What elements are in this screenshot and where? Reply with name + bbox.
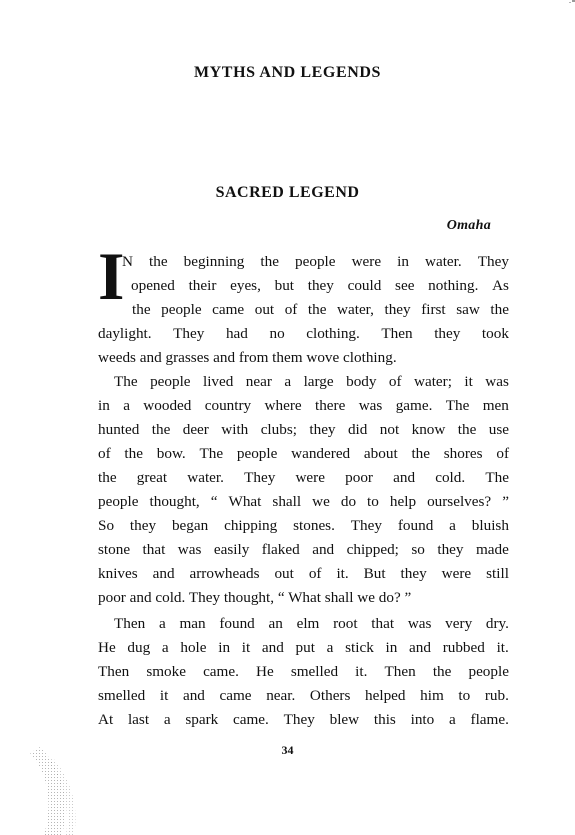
word: rub. (484, 687, 509, 704)
word: But (363, 565, 386, 582)
word: body (346, 373, 377, 390)
word: water; (414, 373, 452, 390)
word: people (295, 253, 336, 270)
word: blew (329, 711, 360, 728)
word: helped (365, 687, 406, 704)
word: in (218, 639, 231, 656)
word: What (228, 493, 262, 510)
word: in (385, 639, 398, 656)
word: As (492, 277, 509, 294)
word: people (468, 663, 509, 680)
word: arrowheads (189, 565, 260, 582)
word: great (136, 469, 168, 486)
word: was (485, 373, 509, 390)
word: do (340, 493, 357, 510)
word: people (236, 445, 278, 462)
word: so (411, 541, 425, 558)
word: poor (345, 469, 373, 486)
word: took (481, 325, 509, 342)
word: The (485, 469, 509, 486)
word: very (445, 615, 473, 632)
word: they (384, 301, 411, 318)
word: came (212, 301, 245, 318)
word: still (486, 565, 509, 582)
word: shall (272, 493, 302, 510)
word: dug (127, 639, 151, 656)
word: the (260, 253, 279, 270)
word: country (204, 397, 252, 414)
word: a (123, 397, 130, 414)
word: people (161, 301, 202, 318)
word: opened (131, 277, 175, 294)
word: that (371, 615, 395, 632)
word: no (269, 325, 285, 342)
drop-cap: I (98, 238, 125, 314)
word: saw (456, 301, 480, 318)
word: cold. (435, 469, 466, 486)
word: lived (202, 373, 234, 390)
word: of (308, 565, 322, 582)
word: a (284, 373, 292, 390)
word: it (241, 639, 251, 656)
word: water. (425, 253, 462, 270)
word: dry. (485, 615, 509, 632)
word: the (149, 253, 168, 270)
word: bow. (156, 445, 186, 462)
word: see (395, 277, 415, 294)
word: N (122, 253, 133, 270)
word: spark (185, 711, 219, 728)
text-line (98, 322, 509, 346)
word: Then (98, 663, 130, 680)
word: the (132, 301, 151, 318)
word: a (449, 517, 456, 534)
word: an (268, 615, 283, 632)
word: Then (384, 663, 416, 680)
word: They (477, 253, 509, 270)
word: The (445, 397, 470, 414)
word: was (407, 615, 432, 632)
word: They (283, 711, 315, 728)
word: the (151, 421, 171, 438)
word: it. (336, 565, 349, 582)
word: rubbed (442, 639, 485, 656)
word: and (409, 639, 431, 656)
word: bluish (471, 517, 509, 534)
word: man (179, 615, 206, 632)
word: their (188, 277, 217, 294)
word: smelled (290, 663, 339, 680)
word: clothing. (306, 325, 360, 342)
text-line (114, 612, 509, 636)
word: They (244, 469, 276, 486)
word: know (411, 421, 446, 438)
word: smoke (146, 663, 186, 680)
word: it. (355, 663, 368, 680)
word: shores (443, 445, 483, 462)
word: beginning (183, 253, 245, 270)
word: easily (213, 541, 250, 558)
word: were (441, 565, 472, 582)
word: water, (337, 301, 374, 318)
word: began (171, 517, 209, 534)
word: last (127, 711, 150, 728)
text-line (132, 298, 509, 322)
word: clubs; (260, 421, 297, 438)
word: He (256, 663, 274, 680)
word: the (98, 469, 117, 486)
word: was (358, 397, 383, 414)
word: hole (180, 639, 207, 656)
word: they (307, 277, 334, 294)
word: in (98, 397, 110, 414)
text-line (98, 418, 509, 442)
page-number: 34 (281, 743, 294, 757)
word: eyes, (230, 277, 261, 294)
word: into (410, 711, 435, 728)
text-line (98, 660, 509, 684)
word: Others (309, 687, 351, 704)
word: chipped; (346, 541, 399, 558)
word: to (367, 493, 379, 510)
word: ” (502, 493, 509, 510)
word: in (397, 253, 409, 270)
text-line (114, 370, 509, 394)
source-attribution: Omaha (446, 218, 491, 233)
word: were (295, 469, 325, 486)
word: out (274, 565, 294, 582)
word: knives (98, 565, 138, 582)
story-title: SACRED LEGEND (215, 184, 360, 201)
word: of (388, 373, 402, 390)
word: had (225, 325, 248, 342)
word: use (488, 421, 509, 438)
word: Then (381, 325, 413, 342)
word: wandered (291, 445, 351, 462)
text-line (98, 562, 509, 586)
word: ourselves? (427, 493, 492, 510)
word: “ (210, 493, 218, 510)
word: they (309, 421, 336, 438)
word: they (129, 517, 157, 534)
text-line (98, 514, 509, 538)
word: they (400, 565, 427, 582)
word: and (312, 541, 335, 558)
word: him (420, 687, 444, 704)
word: were (351, 253, 382, 270)
word: root (333, 615, 358, 632)
word: The (114, 373, 138, 390)
word: not (379, 421, 400, 438)
word: came (219, 687, 252, 704)
word: flaked (261, 541, 300, 558)
word: daylight. (98, 325, 152, 342)
word: So (98, 517, 115, 534)
word: we (312, 493, 330, 510)
word: a (163, 711, 171, 728)
word: of (284, 301, 298, 318)
word: came. (203, 663, 239, 680)
word: He (98, 639, 116, 656)
word: they (437, 541, 464, 558)
word: was (177, 541, 202, 558)
word: They (350, 517, 382, 534)
word: stick (345, 639, 374, 656)
scan-corner-mark (565, 0, 575, 10)
word: it (159, 687, 169, 704)
word: and (261, 639, 284, 656)
word: flame. (470, 711, 509, 728)
word: stone (98, 541, 131, 558)
word: near (245, 373, 272, 390)
word: and (393, 469, 416, 486)
word: put (295, 639, 315, 656)
word: help (389, 493, 417, 510)
text-line (98, 490, 509, 514)
text-line (98, 466, 509, 490)
word: The (199, 445, 224, 462)
text-line: weeds and grasses and from them wove clothing. (98, 349, 397, 366)
word: stones. (293, 517, 335, 534)
word: smelled (98, 687, 146, 704)
word: the (124, 445, 143, 462)
word: chipping (224, 517, 278, 534)
word: that (142, 541, 166, 558)
word: of (98, 445, 111, 462)
word: the (490, 301, 509, 318)
word: it (464, 373, 473, 390)
text-line (98, 636, 509, 660)
text-line (122, 250, 509, 274)
word: a (158, 615, 166, 632)
word: a (326, 639, 334, 656)
word: and (182, 687, 205, 704)
word: a (161, 639, 169, 656)
word: and (152, 565, 175, 582)
word: thought, (149, 493, 200, 510)
word: people (98, 493, 139, 510)
running-head: MYTHS AND LEGENDS (193, 64, 382, 81)
word: men (482, 397, 509, 414)
word: made (475, 541, 509, 558)
word: Then (114, 615, 146, 632)
word: hunted (98, 421, 140, 438)
text-line (98, 708, 509, 732)
word: first (421, 301, 446, 318)
word: the (411, 445, 430, 462)
word: could (347, 277, 382, 294)
word: out (254, 301, 275, 318)
word: nothing. (428, 277, 479, 294)
text-line (131, 274, 509, 298)
text-line (98, 442, 509, 466)
text-line: poor and cold. They thought, “ What shall we do? ” (98, 589, 412, 606)
word: deer (182, 421, 209, 438)
word: game. (395, 397, 433, 414)
word: found (219, 615, 255, 632)
word: the (457, 421, 477, 438)
word: this (373, 711, 396, 728)
word: they (434, 325, 461, 342)
text-line (98, 394, 509, 418)
word: but (274, 277, 295, 294)
word: the (432, 663, 452, 680)
word: there (314, 397, 346, 414)
word: At (98, 711, 114, 728)
word: a (449, 711, 456, 728)
word: it. (496, 639, 509, 656)
word: where (264, 397, 302, 414)
text-line (98, 684, 509, 708)
word: the (307, 301, 327, 318)
word: to (458, 687, 471, 704)
word: large (303, 373, 334, 390)
word: water. (187, 469, 224, 486)
word: found (397, 517, 434, 534)
word: people (150, 373, 191, 390)
word: about (363, 445, 398, 462)
word: did (347, 421, 368, 438)
word: wooded (143, 397, 192, 414)
word: elm (296, 615, 320, 632)
word: with (221, 421, 249, 438)
word: They (173, 325, 205, 342)
word: of (496, 445, 509, 462)
word: near. (266, 687, 296, 704)
text-line (98, 538, 509, 562)
word: came. (233, 711, 269, 728)
